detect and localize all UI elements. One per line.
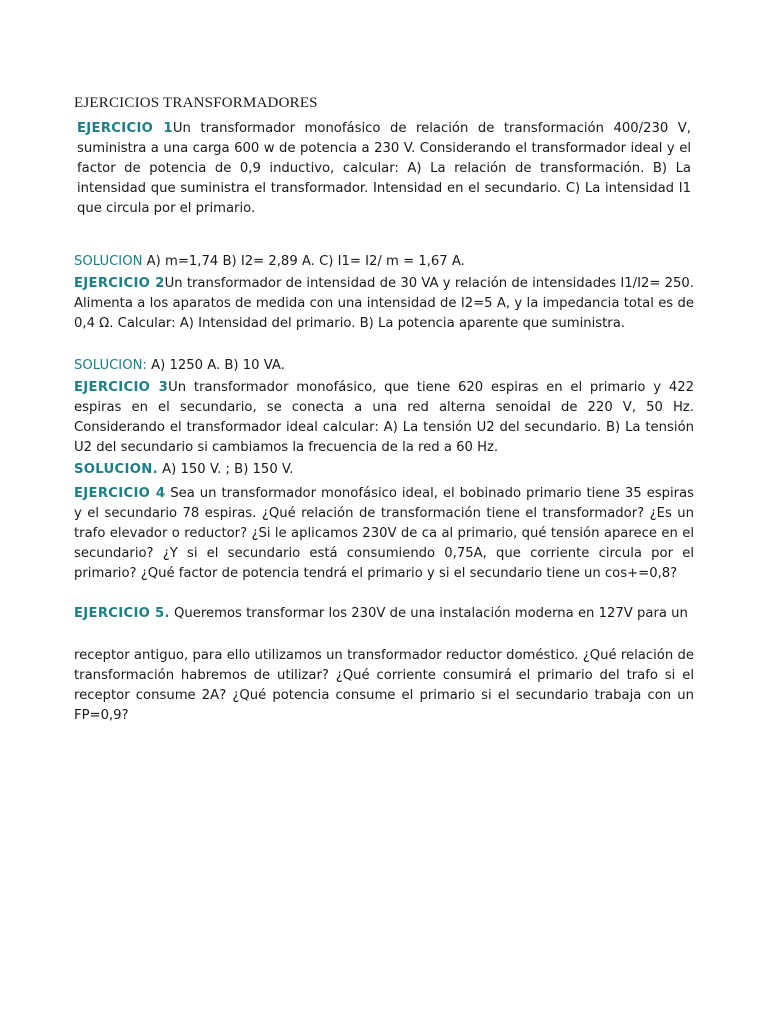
exercise-2-text: Un transformador de intensidad de 30 VA y relación de intensidades I1/I2= 250. Alimenta a los aparatos de medida con una intensidad de I2=5 A, y la impedancia total es de 0,4 Ω. Calcular: A) Intensidad del primario. B) La potencia aparente que suministra. (74, 276, 694, 331)
exercise-4-label: EJERCICIO 4 (74, 486, 166, 501)
document-title: EJERCICIOS TRANSFORMADORES (74, 95, 318, 111)
solution-1 (74, 252, 694, 272)
exercise-1-text: Un transformador monofásico de relación de transformación 400/230 V, suministra a una carga 600 w de potencia a 230 V. Considerando el transformador ideal y el factor de potencia de 0,9 inductivo, calcular: A) La relación de transformación. B) La intensidad que suministra el transformador. Intensidad en el secundario. C) La intensidad I1 que circula por el primario. (77, 121, 691, 216)
exercise-2-label: EJERCICIO 2 (74, 276, 165, 291)
solution-2-text: A) 1250 A. B) 10 VA. (146, 358, 285, 373)
solution-2-label: SOLUCION: (74, 358, 147, 373)
exercise-5-body (74, 646, 694, 726)
exercise-3 (74, 378, 694, 458)
exercise-4 (74, 484, 694, 584)
solution-1-text: A) m=1,74 B) I2= 2,89 A. C) I1= I2/ m = 1,67 A. (142, 254, 465, 269)
exercise-3-text: Un transformador monofásico, que tiene 620 espiras en el primario y 422 espiras en el secundario, se conecta a una red alterna senoidal de 220 V, 50 Hz. Considerando el transformador ideal calcular: A) La tensión U2 del secundario. B) La tensión U2 del secundario si cambiamos la frecuencia de la red a 60 Hz. (74, 380, 694, 455)
solution-3-label: SOLUCION. (74, 462, 158, 477)
exercise-3-label: EJERCICIO 3 (74, 380, 169, 395)
exercise-5-text-rest: receptor antiguo, para ello utilizamos un transformador reductor doméstico. ¿Qué relación de transformación habremos de utilizar? ¿Qué corriente consumirá el primario del trafo si el receptor consume 2A? ¿Qué potencia consume el primario si el secundario trabaja con un FP=0,9? (74, 648, 694, 723)
exercise-5-first-line (74, 604, 694, 624)
solution-1-label: SOLUCION (74, 254, 143, 269)
exercise-4-text: Sea un transformador monofásico ideal, el bobinado primario tiene 35 espiras y el secundario 78 espiras. ¿Qué relación de transformación tiene el transformador? ¿Es un trafo elevador o reductor? ¿Si le aplicamos 230V de ca al primario, qué tensión aparece en el secundario? ¿Y si el secundario está consumiendo 0,75A, que corriente circula por el primario? ¿Qué factor de potencia tendrá el primario y si el secundario tiene un cos+=0,8? (74, 486, 694, 581)
exercise-1 (77, 119, 691, 219)
exercise-5-text-line1: Queremos transformar los 230V de una instalación moderna en 127V para un (169, 606, 688, 621)
solution-3 (74, 460, 694, 480)
exercise-1-label: EJERCICIO 1 (77, 121, 173, 136)
exercise-5-label: EJERCICIO 5. (74, 606, 170, 621)
solution-3-text: A) 150 V. ; B) 150 V. (157, 462, 294, 477)
exercise-2 (74, 274, 694, 334)
solution-2 (74, 356, 694, 376)
